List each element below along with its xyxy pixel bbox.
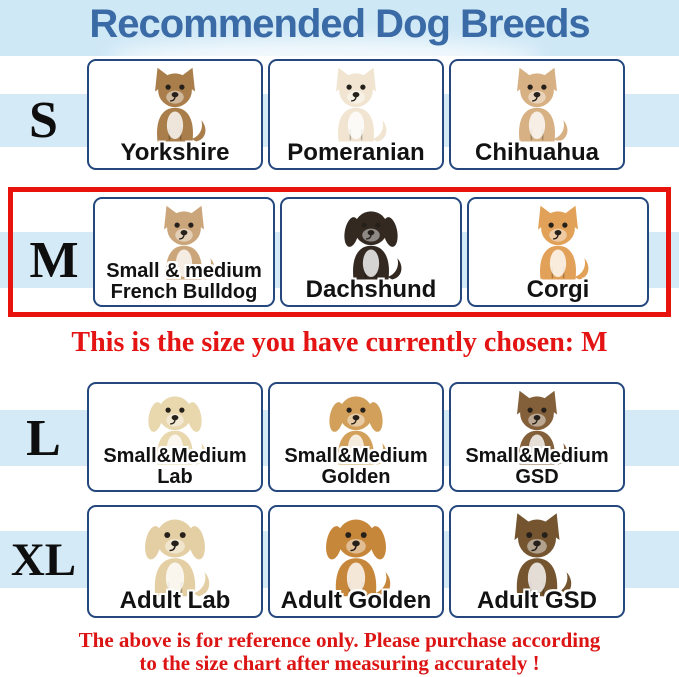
breed-card-chihuahua xyxy=(449,59,625,170)
corgi-dog-image xyxy=(518,202,598,282)
breed-label xyxy=(89,446,261,488)
breed-label: Adult Golden xyxy=(280,586,432,614)
breed-label: Yorkshire xyxy=(120,138,230,166)
selected-size-highlight-box xyxy=(8,187,671,317)
selected-size-note: This is the size you have currently chosen: M xyxy=(71,327,608,358)
breed-label xyxy=(95,261,273,303)
footer-disclaimer xyxy=(0,629,679,675)
pomeranian-dog-image xyxy=(316,64,396,144)
breed-label-line2: Golden xyxy=(321,466,391,488)
breed-card-pomeranian xyxy=(268,59,444,170)
adult-gsd-dog-image xyxy=(492,509,582,599)
footer-disclaimer-line2: to the size chart after measuring accurately ! xyxy=(139,651,540,675)
chihuahua-dog-image xyxy=(497,64,577,144)
breed-card-dachshund xyxy=(280,197,462,307)
breed-label-line2: French Bulldog xyxy=(110,281,258,303)
adult-golden-dog-image xyxy=(311,509,401,599)
yorkshire-dog-image xyxy=(135,64,215,144)
row-xl-cards xyxy=(87,505,625,618)
breed-label-line1: Small & medium xyxy=(106,260,262,282)
row-l-cards xyxy=(87,382,625,492)
breed-label xyxy=(270,446,442,488)
size-label-s: S xyxy=(29,92,58,149)
breed-label-line1: Small&Medium xyxy=(103,445,247,467)
breed-card-french-bulldog xyxy=(93,197,275,307)
size-row-xl xyxy=(0,505,679,618)
adult-lab-dog-image xyxy=(130,509,220,599)
footer-disclaimer-line1: The above is for reference only. Please purchase according xyxy=(78,628,601,652)
breed-card-corgi xyxy=(467,197,649,307)
size-row-l xyxy=(0,382,679,492)
size-label-xl: XL xyxy=(10,533,77,586)
row-m-cards xyxy=(93,197,649,307)
breed-label-line2: GSD xyxy=(515,466,559,488)
size-row-m xyxy=(13,192,666,312)
breed-label: Adult GSD xyxy=(477,586,597,614)
dachshund-dog-image xyxy=(331,202,411,282)
breed-label-line1: Small&Medium xyxy=(465,445,609,467)
breed-label: Adult Lab xyxy=(119,586,231,614)
size-label-l: L xyxy=(26,409,61,467)
breed-card-adult-golden xyxy=(268,505,444,618)
breed-label xyxy=(451,446,623,488)
row-s-cards xyxy=(87,59,625,170)
breed-card-sm-gsd xyxy=(449,382,625,492)
breed-card-sm-lab xyxy=(87,382,263,492)
breed-label: Dachshund xyxy=(305,275,437,303)
breed-label: Corgi xyxy=(526,275,590,303)
breed-label: Chihuahua xyxy=(475,138,599,166)
page-title: Recommended Dog Breeds xyxy=(89,2,590,46)
breed-label: Pomeranian xyxy=(287,138,425,166)
breed-card-adult-gsd xyxy=(449,505,625,618)
breed-label-line1: Small&Medium xyxy=(284,445,428,467)
breed-label-line2: Lab xyxy=(157,466,193,488)
breed-card-sm-golden xyxy=(268,382,444,492)
breed-card-yorkshire xyxy=(87,59,263,170)
size-label-m: M xyxy=(29,231,79,289)
breed-card-adult-lab xyxy=(87,505,263,618)
size-row-s xyxy=(0,59,679,170)
